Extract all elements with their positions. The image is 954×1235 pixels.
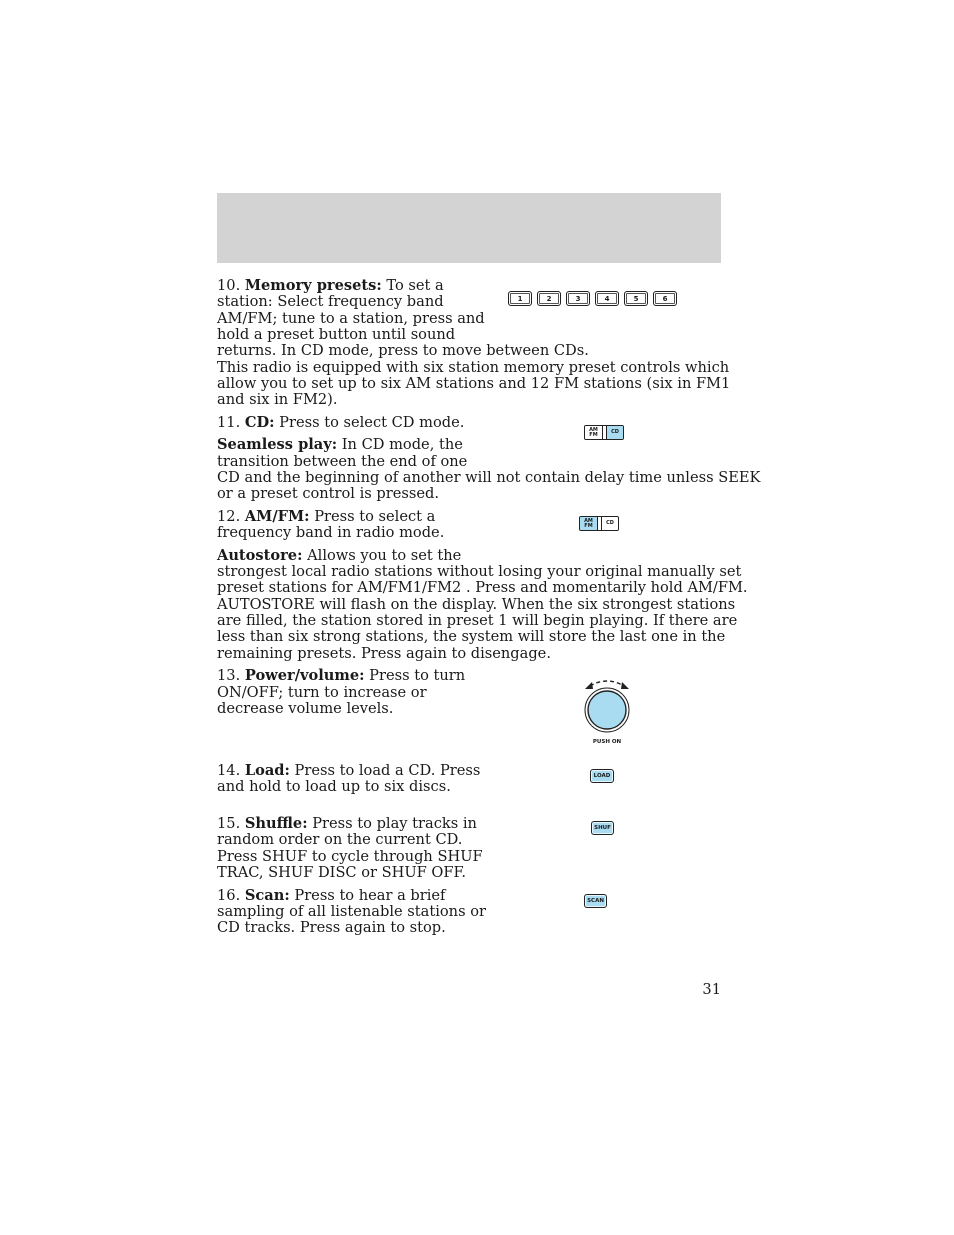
- amfm-segment: AM FM: [585, 426, 602, 439]
- shuffle-line-1: 15. Shuffle: Press to play tracks in: [217, 815, 477, 832]
- load-button-icon: LOAD: [590, 769, 614, 783]
- seamless-line-1: Seamless play: In CD mode, the: [217, 436, 463, 453]
- amfm-line-2: frequency band in radio mode.: [217, 524, 445, 541]
- memory-presets-line-8: and six in FM2).: [217, 391, 338, 408]
- cd-segment: CD: [607, 426, 623, 439]
- preset-button-4: 4: [595, 291, 619, 306]
- cd-segment: CD: [602, 517, 618, 530]
- memory-presets-line-4: hold a preset button until sound: [217, 326, 456, 343]
- autostore-line-1: Autostore: Allows you to set the: [217, 547, 462, 564]
- section-header-band: [217, 193, 721, 263]
- push-on-label: PUSH ON: [592, 739, 622, 745]
- cd-line: 11. CD: Press to select CD mode.: [217, 414, 465, 431]
- memory-presets-line-2: station: Select frequency band: [217, 293, 444, 310]
- autostore-line-5: are filled, the station stored in preset 1 will begin playing. If there are: [217, 612, 738, 629]
- shuf-button-icon: SHUF: [591, 821, 614, 835]
- preset-button-3: 3: [566, 291, 590, 306]
- memory-presets-line-3: AM/FM; tune to a station, press and: [217, 310, 485, 327]
- scan-line-3: CD tracks. Press again to stop.: [217, 919, 446, 936]
- amfm-segment: AM FM: [580, 517, 597, 530]
- memory-presets-line-5: returns. In CD mode, press to move between CDs.: [217, 342, 589, 359]
- amfm-line-1: 12. AM/FM: Press to select a: [217, 508, 436, 525]
- load-line-2: and hold to load up to six discs.: [217, 778, 451, 795]
- memory-presets-line-7: allow you to set up to six AM stations and 12 FM stations (six in FM1: [217, 375, 731, 392]
- preset-button-row: [508, 291, 677, 306]
- amfm-cd-button-cd-highlight: [584, 425, 624, 440]
- preset-button-1: 1: [508, 291, 532, 306]
- autostore-line-4: AUTOSTORE will flash on the display. When the six strongest stations: [217, 596, 736, 613]
- volume-knob-icon: [580, 676, 634, 736]
- power-volume-line-3: decrease volume levels.: [217, 700, 394, 717]
- preset-button-5: 5: [624, 291, 648, 306]
- seamless-line-4: or a preset control is pressed.: [217, 485, 439, 502]
- scan-line-2: sampling of all listenable stations or: [217, 903, 486, 920]
- autostore-line-3: preset stations for AM/FM1/FM2 . Press and momentarily hold AM/FM.: [217, 579, 748, 596]
- scan-line-1: 16. Scan: Press to hear a brief: [217, 887, 446, 904]
- memory-presets-line-1: 10. Memory presets: To set a: [217, 277, 444, 294]
- amfm-cd-button-amfm-highlight: [579, 516, 619, 531]
- load-line-1: 14. Load: Press to load a CD. Press: [217, 762, 481, 779]
- autostore-line-7: remaining presets. Press again to disengage.: [217, 645, 551, 662]
- scan-button-icon: SCAN: [584, 894, 607, 908]
- autostore-line-2: strongest local radio stations without losing your original manually set: [217, 563, 742, 580]
- autostore-line-6: less than six strong stations, the system will store the last one in the: [217, 628, 726, 645]
- power-volume-line-2: ON/OFF; turn to increase or: [217, 684, 427, 701]
- memory-presets-line-6: This radio is equipped with six station memory preset controls which: [217, 359, 730, 376]
- power-volume-line-1: 13. Power/volume: Press to turn: [217, 667, 466, 684]
- shuffle-line-3: Press SHUF to cycle through SHUF: [217, 848, 483, 865]
- seamless-line-2: transition between the end of one: [217, 453, 468, 470]
- page-number: 31: [702, 981, 721, 998]
- shuffle-line-4: TRAC, SHUF DISC or SHUF OFF.: [217, 864, 467, 881]
- seamless-line-3: CD and the beginning of another will not contain delay time unless SEEK: [217, 469, 761, 486]
- preset-button-2: 2: [537, 291, 561, 306]
- shuffle-line-2: random order on the current CD.: [217, 831, 463, 848]
- power-volume-knob: [580, 676, 634, 744]
- preset-button-6: 6: [653, 291, 677, 306]
